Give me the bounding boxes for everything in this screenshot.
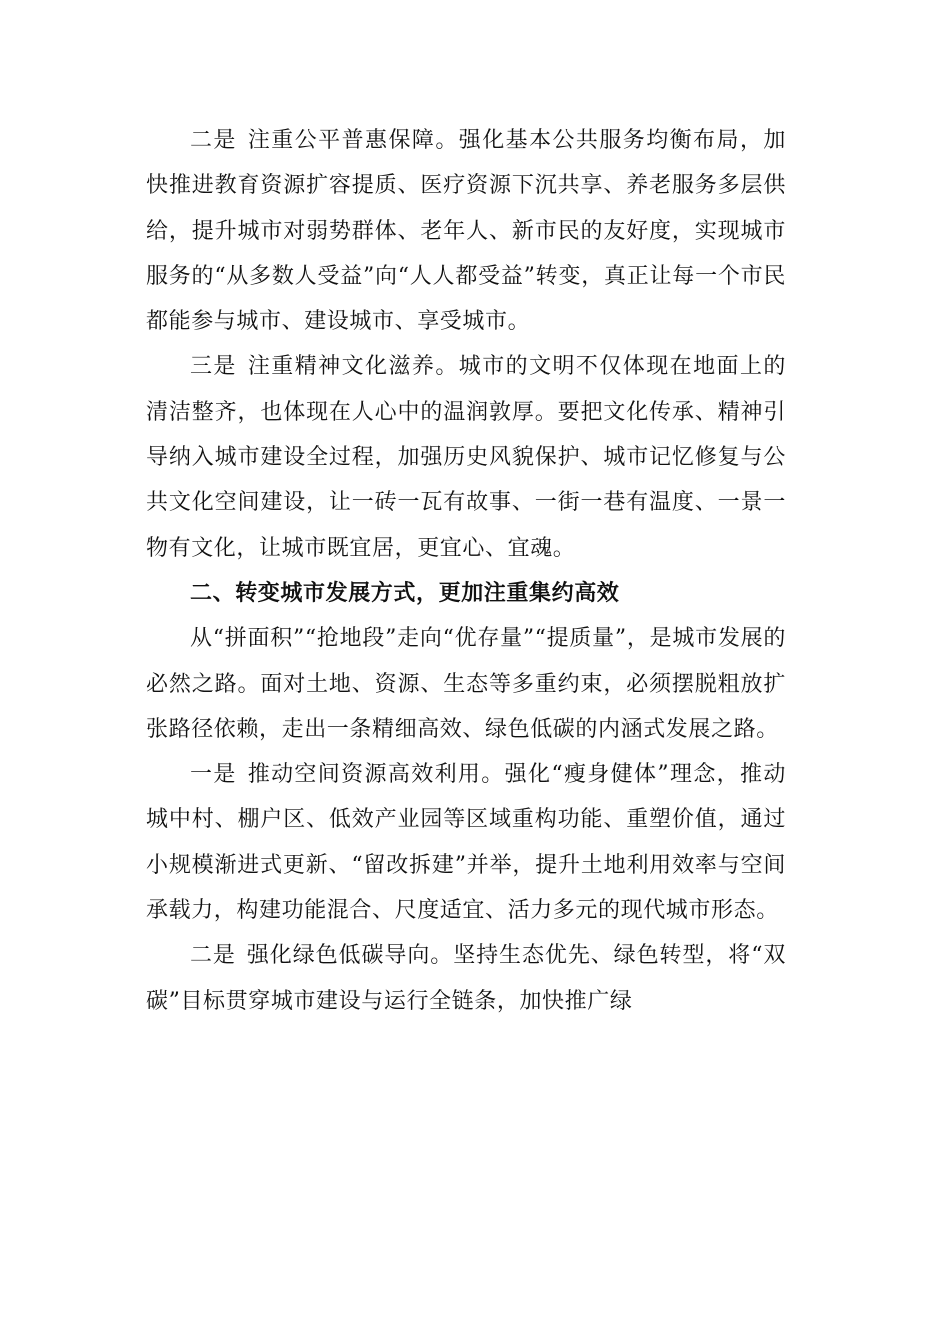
paragraph-lead: 二是 xyxy=(190,943,236,969)
paragraph-cultural-nourishment xyxy=(146,344,786,570)
paragraph-lead: 一是 xyxy=(190,762,237,788)
paragraph-space-utilization xyxy=(146,752,786,933)
paragraph-equity-services xyxy=(146,118,786,344)
paragraph-lead: 二是 xyxy=(190,128,237,153)
paragraph-text: 推动空间资源高效利用。强化“瘦身健体”理念，推动城中村、棚户区、低效产业园等区域重构功能、重塑价值，通过小规模渐进式更新、“留改拆建”并举，提升土地利用效率与空间承载力，构建功能混合、尺度适宜、活力多元的现代城市形态。 xyxy=(146,762,786,924)
paragraph-text: 强化绿色低碳导向。坚持生态优先、绿色转型，将“双碳”目标贯穿城市建设与运行全链条，加快推广绿 xyxy=(146,943,786,1014)
paragraph-text: 注重精神文化滋养。城市的文明不仅体现在地面上的清洁整齐，也体现在人心中的温润敦厚。要把文化传承、精神引导纳入城市建设全过程，加强历史风貌保护、城市记忆修复与公共文化空间建设，让一砖一瓦有故事、一街一巷有温度、一景一物有文化，让城市既宜居，更宜心、宜魂。 xyxy=(146,354,786,561)
document-body xyxy=(146,118,786,1024)
paragraph-green-lowcarbon xyxy=(146,933,786,1024)
section-heading: 二、转变城市发展方式，更加注重集约高效 xyxy=(190,580,620,606)
paragraph-text: 从“拼面积”“抢地段”走向“优存量”“提质量”，是城市发展的必然之路。面对土地、资源、生态等多重约束，必须摆脱粗放扩张路径依赖，走出一条精细高效、绿色低碳的内涵式发展之路。 xyxy=(146,626,786,742)
paragraph-development-path xyxy=(146,616,786,752)
paragraph-text: 注重公平普惠保障。强化基本公共服务均衡布局，加快推进教育资源扩容提质、医疗资源下沉共享、养老服务多层供给，提升城市对弱势群体、老年人、新市民的友好度，实现城市服务的“从多数人受益”向“人人都受益”转变，真正让每一个市民都能参与城市、建设城市、享受城市。 xyxy=(146,128,786,335)
paragraph-lead: 三是 xyxy=(190,354,237,380)
